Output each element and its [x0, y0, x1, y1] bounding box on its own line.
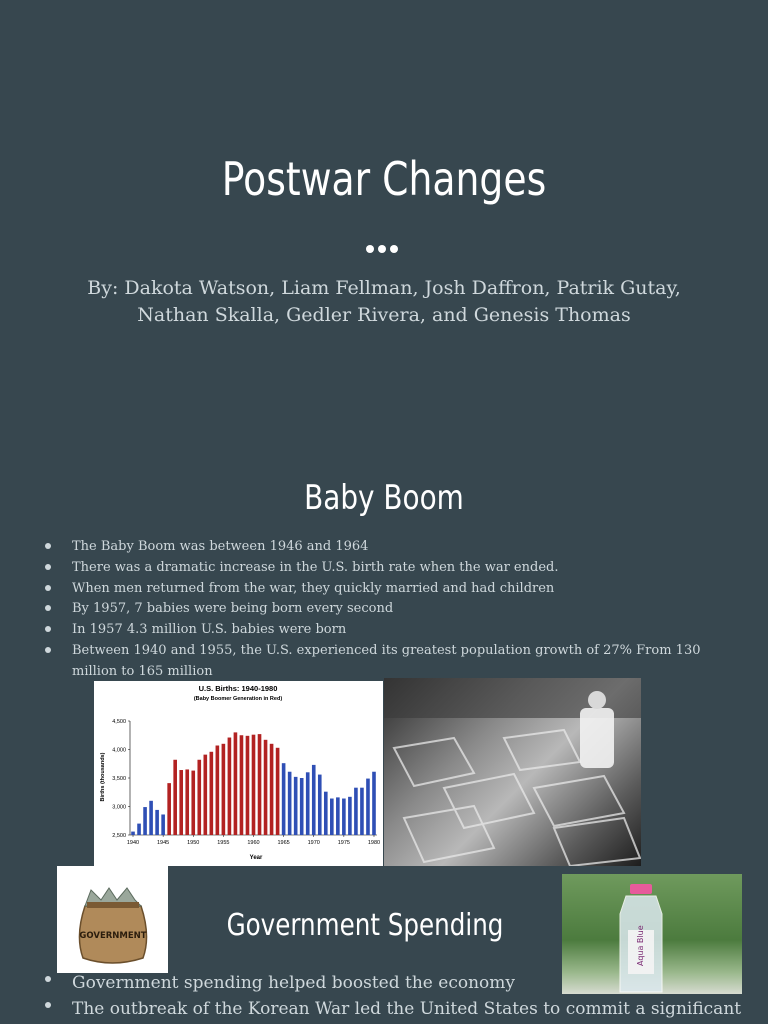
section-heading-baby-boom: Baby Boom	[304, 478, 464, 518]
chart-bar	[348, 797, 352, 835]
list-item	[72, 579, 732, 600]
list-item	[72, 641, 732, 683]
chart-bar	[234, 732, 238, 835]
y-tick-label: 2,500	[112, 833, 126, 839]
x-tick-label: 1975	[337, 840, 350, 846]
chart-bar	[282, 763, 286, 835]
chart-bar	[330, 799, 334, 835]
chart-bar	[222, 744, 226, 835]
x-tick-label: 1965	[277, 840, 290, 846]
nursery-photo-art	[384, 678, 641, 866]
chart-bar	[372, 772, 376, 835]
chart-ylabel: Births (thousands)	[100, 752, 106, 802]
x-tick-label: 1945	[157, 840, 170, 846]
chart-bar	[342, 799, 346, 835]
chart-subtitle: (Baby Boomer Generation in Red)	[193, 696, 283, 702]
chart-bar	[258, 734, 262, 835]
bullet-text: By 1957, 7 babies were being born every second	[72, 601, 394, 617]
x-tick-label: 1970	[307, 840, 320, 846]
list-item	[72, 970, 752, 996]
bullet-text: When men returned from the war, they quickly married and had children	[72, 580, 555, 596]
bullet-text: There was a dramatic increase in the U.S. birth rate when the war ended.	[72, 559, 559, 575]
list-item	[72, 996, 752, 1022]
y-tick-label: 4,000	[112, 747, 126, 754]
chart-xlabel: Year	[249, 855, 263, 861]
government-money-bag-image	[57, 866, 168, 973]
government-spending-bullet-list	[72, 970, 752, 1022]
chart-bar	[143, 807, 147, 835]
ellipsis-divider	[366, 238, 406, 248]
chart-bar	[197, 760, 201, 835]
chart-bar	[288, 772, 292, 835]
births-chart-image	[94, 681, 383, 866]
y-tick-label: 4,500	[112, 719, 126, 725]
bullet-text: The outbreak of the Korean War led the United States to commit a significant	[72, 999, 742, 1019]
chart-bar	[155, 810, 159, 835]
chart-bar	[240, 735, 244, 835]
chart-title: U.S. Births: 1940-1980	[198, 684, 278, 693]
nursery-photo	[384, 678, 641, 866]
chart-bar	[276, 748, 280, 835]
chart-bar	[312, 765, 316, 835]
list-item	[72, 599, 732, 620]
list-item	[72, 537, 732, 558]
chart-bar	[210, 752, 214, 835]
bullet-text: The Baby Boom was between 1946 and 1964	[72, 539, 369, 554]
chart-bar	[185, 769, 189, 835]
chart-bar	[137, 824, 141, 835]
chart-bar	[300, 778, 304, 835]
baby-boom-bullet-list	[72, 537, 732, 683]
money-bag-icon	[57, 866, 168, 973]
x-tick-label: 1955	[217, 840, 230, 846]
bag-label: GOVERNMENT	[79, 931, 147, 941]
chart-bar	[306, 772, 310, 835]
list-item	[72, 558, 732, 579]
births-chart	[94, 681, 383, 866]
section-heading-government-spending: Government Spending	[226, 908, 504, 943]
y-tick-label: 3,500	[112, 776, 126, 782]
chart-bar	[318, 775, 322, 835]
chart-bar	[294, 777, 298, 835]
chart-bar	[191, 771, 195, 835]
chart-bar	[149, 801, 153, 835]
chart-bar	[216, 746, 220, 835]
chart-bar	[203, 755, 207, 835]
chart-bar	[366, 779, 370, 835]
chart-bar	[270, 744, 274, 835]
chart-bar	[360, 788, 364, 835]
chart-bar	[161, 814, 165, 835]
bottle-label: Aqua Blue	[636, 925, 645, 966]
chart-bar	[336, 797, 340, 835]
page-title: Postwar Changes	[221, 152, 547, 206]
list-item	[72, 620, 732, 641]
bullet-text: In 1957 4.3 million U.S. babies were born	[72, 622, 347, 638]
x-tick-label: 1950	[187, 840, 200, 846]
chart-bar	[167, 783, 171, 835]
chart-bar	[246, 736, 250, 835]
chart-bar	[264, 740, 268, 835]
chart-bar	[179, 770, 183, 835]
chart-bar	[228, 738, 232, 835]
bullet-text: Government spending helped boosted the economy	[72, 973, 515, 993]
chart-bar	[252, 735, 256, 835]
x-tick-label: 1980	[367, 840, 381, 846]
chart-bar	[131, 832, 135, 835]
x-tick-label: 1940	[126, 840, 140, 846]
chart-bar	[324, 792, 328, 835]
chart-bar	[173, 760, 177, 835]
x-tick-label: 1960	[247, 840, 260, 846]
chart-bar	[354, 788, 358, 835]
author-list: By: Dakota Watson, Liam Fellman, Josh Daffron, Patrik Gutay, Nathan Skalla, Gedler Rivera, and Genesis Thomas	[87, 277, 681, 326]
bullet-text: Between 1940 and 1955, the U.S. experienced its greatest population growth of 27% From 130 million to 165 million	[72, 642, 701, 679]
chart-plot-area	[112, 719, 380, 846]
y-tick-label: 3,000	[112, 804, 126, 811]
